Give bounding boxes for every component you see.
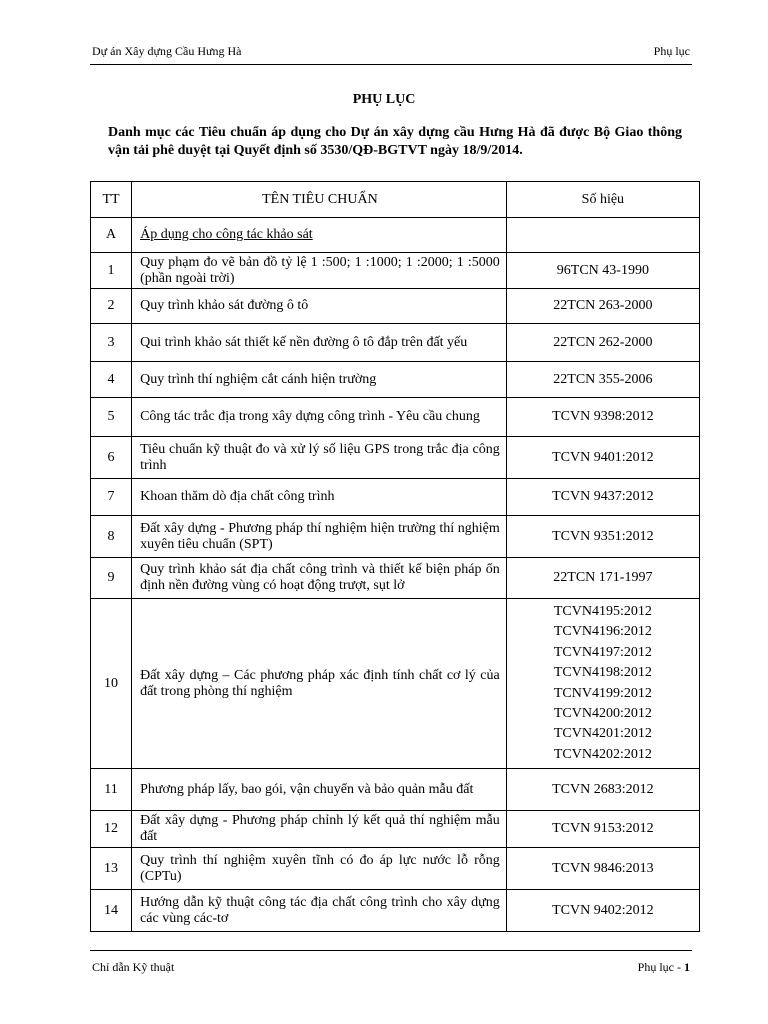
row-code: TCVN 9846:2013	[506, 848, 699, 890]
page-subtitle: Danh mục các Tiêu chuẩn áp dụng cho Dự án xây dựng cầu Hưng Hà đã được Bộ Giao thông vận tải phê duyệt tại Quyết định số 3530/QĐ-BGTVT ngày 18/9/2014.	[108, 125, 682, 158]
row-code: TCVN4200:2012	[553, 705, 652, 721]
row-code-list	[506, 599, 699, 769]
table-row	[91, 253, 700, 289]
row-tt: 1	[91, 253, 132, 289]
page-header-project: Dự án Xây dựng Cầu Hưng Hà	[92, 44, 242, 58]
section-name	[132, 218, 507, 253]
table-row	[91, 324, 700, 362]
row-tt: 12	[91, 811, 132, 848]
row-code: TCVN 2683:2012	[506, 769, 699, 811]
header-divider	[90, 64, 692, 65]
row-tt: 8	[91, 516, 132, 558]
table-row	[91, 599, 700, 769]
row-tt: 2	[91, 289, 132, 324]
row-name: Công tác trắc địa trong xây dựng công trình - Yêu cầu chung	[132, 398, 507, 437]
section-code	[506, 218, 699, 253]
row-name: Đất xây dựng – Các phương pháp xác định tính chất cơ lý của đất trong phòng thí nghiệm	[132, 599, 507, 769]
column-header-code: Số hiệu	[506, 182, 699, 218]
row-tt: 5	[91, 398, 132, 437]
row-name: Khoan thăm dò địa chất công trình	[132, 479, 507, 516]
row-code: TCVN 9153:2012	[506, 811, 699, 848]
footer-label: Phụ lục -	[637, 960, 684, 974]
row-code: 22TCN 171-1997	[506, 558, 699, 599]
row-tt: 10	[91, 599, 132, 769]
table-row	[91, 516, 700, 558]
table-row	[91, 769, 700, 811]
table-row	[91, 811, 700, 848]
column-header-name: TÊN TIÊU CHUẨN	[132, 182, 507, 218]
table-row	[91, 437, 700, 479]
table-row	[91, 289, 700, 324]
row-code: TCVN 9437:2012	[506, 479, 699, 516]
row-code: TCVN4201:2012	[553, 726, 652, 742]
table-section-row	[91, 218, 700, 253]
row-name: Quy trình khảo sát đường ô tô	[132, 289, 507, 324]
table-row	[91, 479, 700, 516]
row-name: Phương pháp lấy, bao gói, vận chuyển và bảo quản mẫu đất	[132, 769, 507, 811]
row-code: 96TCN 43-1990	[506, 253, 699, 289]
row-code: TCVN 9402:2012	[506, 890, 699, 932]
standards-table	[90, 181, 700, 932]
row-code: TCNV4199:2012	[553, 685, 652, 701]
table-row	[91, 558, 700, 599]
row-name: Qui trình khảo sát thiết kế nền đường ô tô đắp trên đất yếu	[132, 324, 507, 362]
row-tt: 11	[91, 769, 132, 811]
row-code: TCVN4198:2012	[553, 665, 652, 681]
table-row	[91, 848, 700, 890]
row-code: TCVN 9401:2012	[506, 437, 699, 479]
section-name-text: Áp dụng cho công tác khảo sát	[140, 227, 313, 242]
row-tt: 9	[91, 558, 132, 599]
row-name: Quy trình thí nghiệm xuyên tĩnh có đo áp lực nước lỗ rỗng (CPTu)	[132, 848, 507, 890]
row-code: 22TCN 355-2006	[506, 362, 699, 398]
row-code: TCVN4195:2012	[553, 603, 652, 619]
page-footer-doc: Chỉ dẫn Kỹ thuật	[92, 960, 175, 974]
row-tt: 7	[91, 479, 132, 516]
page-footer-number	[638, 960, 690, 975]
row-code: TCVN 9398:2012	[506, 398, 699, 437]
table-row	[91, 398, 700, 437]
row-tt: 3	[91, 324, 132, 362]
row-name: Đất xây dựng - Phương pháp thí nghiệm hiện trường thí nghiệm xuyên tiêu chuẩn (SPT)	[132, 516, 507, 558]
row-name: Quy trình khảo sát địa chất công trình và thiết kế biện pháp ổn định nền đường vùng có hoạt động trượt, sụt lở	[132, 558, 507, 599]
table-row	[91, 362, 700, 398]
row-code: TCVN 9351:2012	[506, 516, 699, 558]
table-header-row	[91, 182, 700, 218]
row-tt: 4	[91, 362, 132, 398]
row-tt: 14	[91, 890, 132, 932]
table-row	[91, 890, 700, 932]
row-code: TCVN4196:2012	[553, 624, 652, 640]
footer-divider	[90, 950, 692, 951]
row-name: Hướng dẫn kỹ thuật công tác địa chất công trình cho xây dựng các vùng các-tơ	[132, 890, 507, 932]
row-code: 22TCN 262-2000	[506, 324, 699, 362]
column-header-tt: TT	[91, 182, 132, 218]
row-code: TCVN4202:2012	[553, 746, 652, 762]
row-name: Quy phạm đo vẽ bản đồ tỷ lệ 1 :500; 1 :1000; 1 :2000; 1 :5000 (phần ngoài trời)	[132, 253, 507, 289]
page-header-section: Phụ lục	[653, 44, 690, 58]
page-title: PHỤ LỤC	[352, 92, 416, 107]
row-code: TCVN4197:2012	[553, 644, 652, 660]
row-name: Quy trình thí nghiệm cắt cánh hiện trường	[132, 362, 507, 398]
page-number: 1	[684, 960, 690, 974]
row-tt: 13	[91, 848, 132, 890]
section-tt: A	[91, 218, 132, 253]
row-tt: 6	[91, 437, 132, 479]
row-code: 22TCN 263-2000	[506, 289, 699, 324]
row-name: Tiêu chuẩn kỹ thuật đo và xử lý số liệu GPS trong trắc địa công trình	[132, 437, 507, 479]
row-name: Đất xây dựng - Phương pháp chỉnh lý kết quả thí nghiệm mẫu đất	[132, 811, 507, 848]
